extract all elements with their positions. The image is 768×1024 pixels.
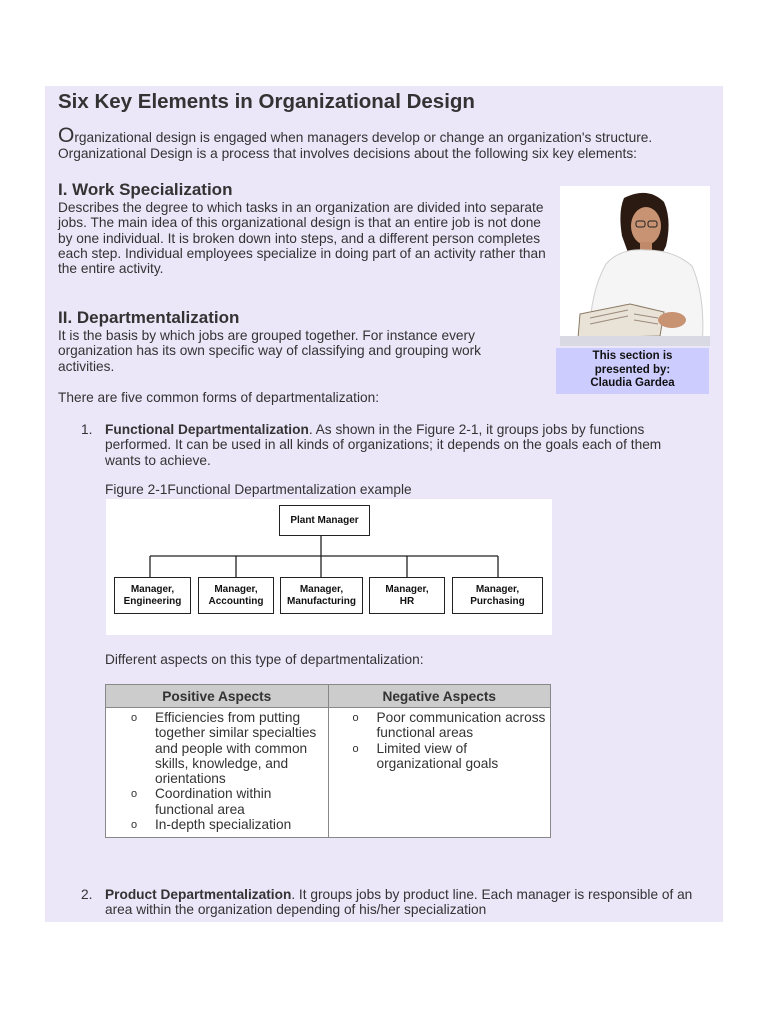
intro-paragraph xyxy=(58,124,718,162)
positive-aspect-text: Coordination within functional area xyxy=(155,786,272,817)
org-box-manufacturing xyxy=(280,577,363,614)
positive-aspect-text: In-depth specialization xyxy=(155,817,292,833)
work-specialization-text: Describes the degree to which tasks in an organization are divided into separate jobs. The main idea of this organizational design is that an entire job is not done by one individual. It is broken down into steps, and a different person completes each step. Individual employees specialize in doing part of an activity rather than the entire activity. xyxy=(58,200,546,277)
figure-caption: Figure 2-1Functional Departmentalization example xyxy=(105,482,412,497)
negative-aspects-header: Negative Aspects xyxy=(328,685,551,708)
presenter-name: Claudia Gardea xyxy=(590,377,675,389)
org-box-label: Manager, xyxy=(214,583,258,595)
org-box-plant-manager xyxy=(279,505,370,536)
aspects-table xyxy=(105,684,551,838)
positive-aspects-header: Positive Aspects xyxy=(106,685,329,708)
presenter-caption xyxy=(556,348,709,394)
org-box-hr xyxy=(369,577,445,614)
positive-aspects-cell xyxy=(106,708,329,838)
presenter-photo xyxy=(560,186,710,346)
org-box-engineering xyxy=(114,577,191,614)
org-box-label: Purchasing xyxy=(470,595,525,607)
org-box-plant-manager-label: Plant Manager xyxy=(290,514,359,526)
product-departmentalization-term: Product Departmentalization xyxy=(105,887,292,902)
product-departmentalization-item xyxy=(105,887,705,918)
org-box-label: Manager, xyxy=(299,583,344,595)
bullet-icon: o xyxy=(352,742,359,755)
presenter-photo-image xyxy=(560,186,710,346)
departmentalization-text: It is the basis by which jobs are grouped together. For instance every organization has its own specific way of classifying and grouping work activities. xyxy=(58,328,482,374)
negative-aspects-cell xyxy=(328,708,551,838)
product-departmentalization-text: . It groups jobs by product line. Each manager is responsible of an area within the organization depending of his/her specialization xyxy=(105,887,693,918)
bullet-icon: o xyxy=(131,788,138,801)
list-number-2: 2. xyxy=(81,887,93,902)
org-box-label: Engineering xyxy=(123,595,182,607)
list-item xyxy=(106,817,328,832)
org-box-label: HR xyxy=(399,595,415,607)
intro-drop-letter: O xyxy=(58,124,75,147)
positive-aspect-text: Efficiencies from putting together similar specialties and people with common skills, knowledge, and orientations xyxy=(155,710,317,787)
aspects-intro-text: Different aspects on this type of departmentalization: xyxy=(105,652,424,667)
org-box-label: Accounting xyxy=(208,595,264,607)
org-box-label: Manager, xyxy=(385,583,429,595)
org-box-accounting xyxy=(198,577,274,614)
list-item xyxy=(329,741,551,772)
presenter-caption-line2: presented by: xyxy=(594,363,671,376)
list-item xyxy=(329,710,551,741)
bullet-icon: o xyxy=(352,712,359,724)
org-box-label: Manager, xyxy=(130,583,175,595)
list-item xyxy=(106,786,328,817)
bullet-icon: o xyxy=(131,819,138,832)
org-box-label: Manager, xyxy=(475,583,520,595)
page-title: Six Key Elements in Organizational Design xyxy=(58,90,475,113)
list-item xyxy=(106,710,328,786)
bullet-icon: o xyxy=(131,712,138,724)
functional-departmentalization-text: . As shown in the Figure 2-1, it groups jobs by functions performed. It can be used in all kinds of organizations; it depends on the goals each of them wants to achieve. xyxy=(105,422,662,468)
functional-departmentalization-item xyxy=(105,422,700,468)
section-heading-departmentalization: II. Departmentalization xyxy=(58,308,240,327)
org-box-label: Manufacturing xyxy=(287,595,356,607)
section-heading-work-specialization: I. Work Specialization xyxy=(58,180,233,199)
negative-aspect-text: Limited view of organizational goals xyxy=(376,740,499,771)
positive-aspects-list xyxy=(106,710,328,832)
list-number-1: 1. xyxy=(81,422,93,437)
functional-departmentalization-term: Functional Departmentalization xyxy=(105,422,309,437)
intro-text: rganizational design is engaged when managers develop or change an organization's structure. Organizational Design is a process that involves decisions about the following six key elements: xyxy=(58,130,653,161)
negative-aspects-list xyxy=(329,710,551,771)
presenter-caption-line1: This section is xyxy=(592,350,673,362)
forms-intro-text: There are five common forms of departmentalization: xyxy=(58,390,380,405)
org-box-purchasing xyxy=(452,577,543,614)
org-chart-figure xyxy=(106,499,552,635)
negative-aspect-text: Poor communication across functional areas xyxy=(376,710,546,741)
